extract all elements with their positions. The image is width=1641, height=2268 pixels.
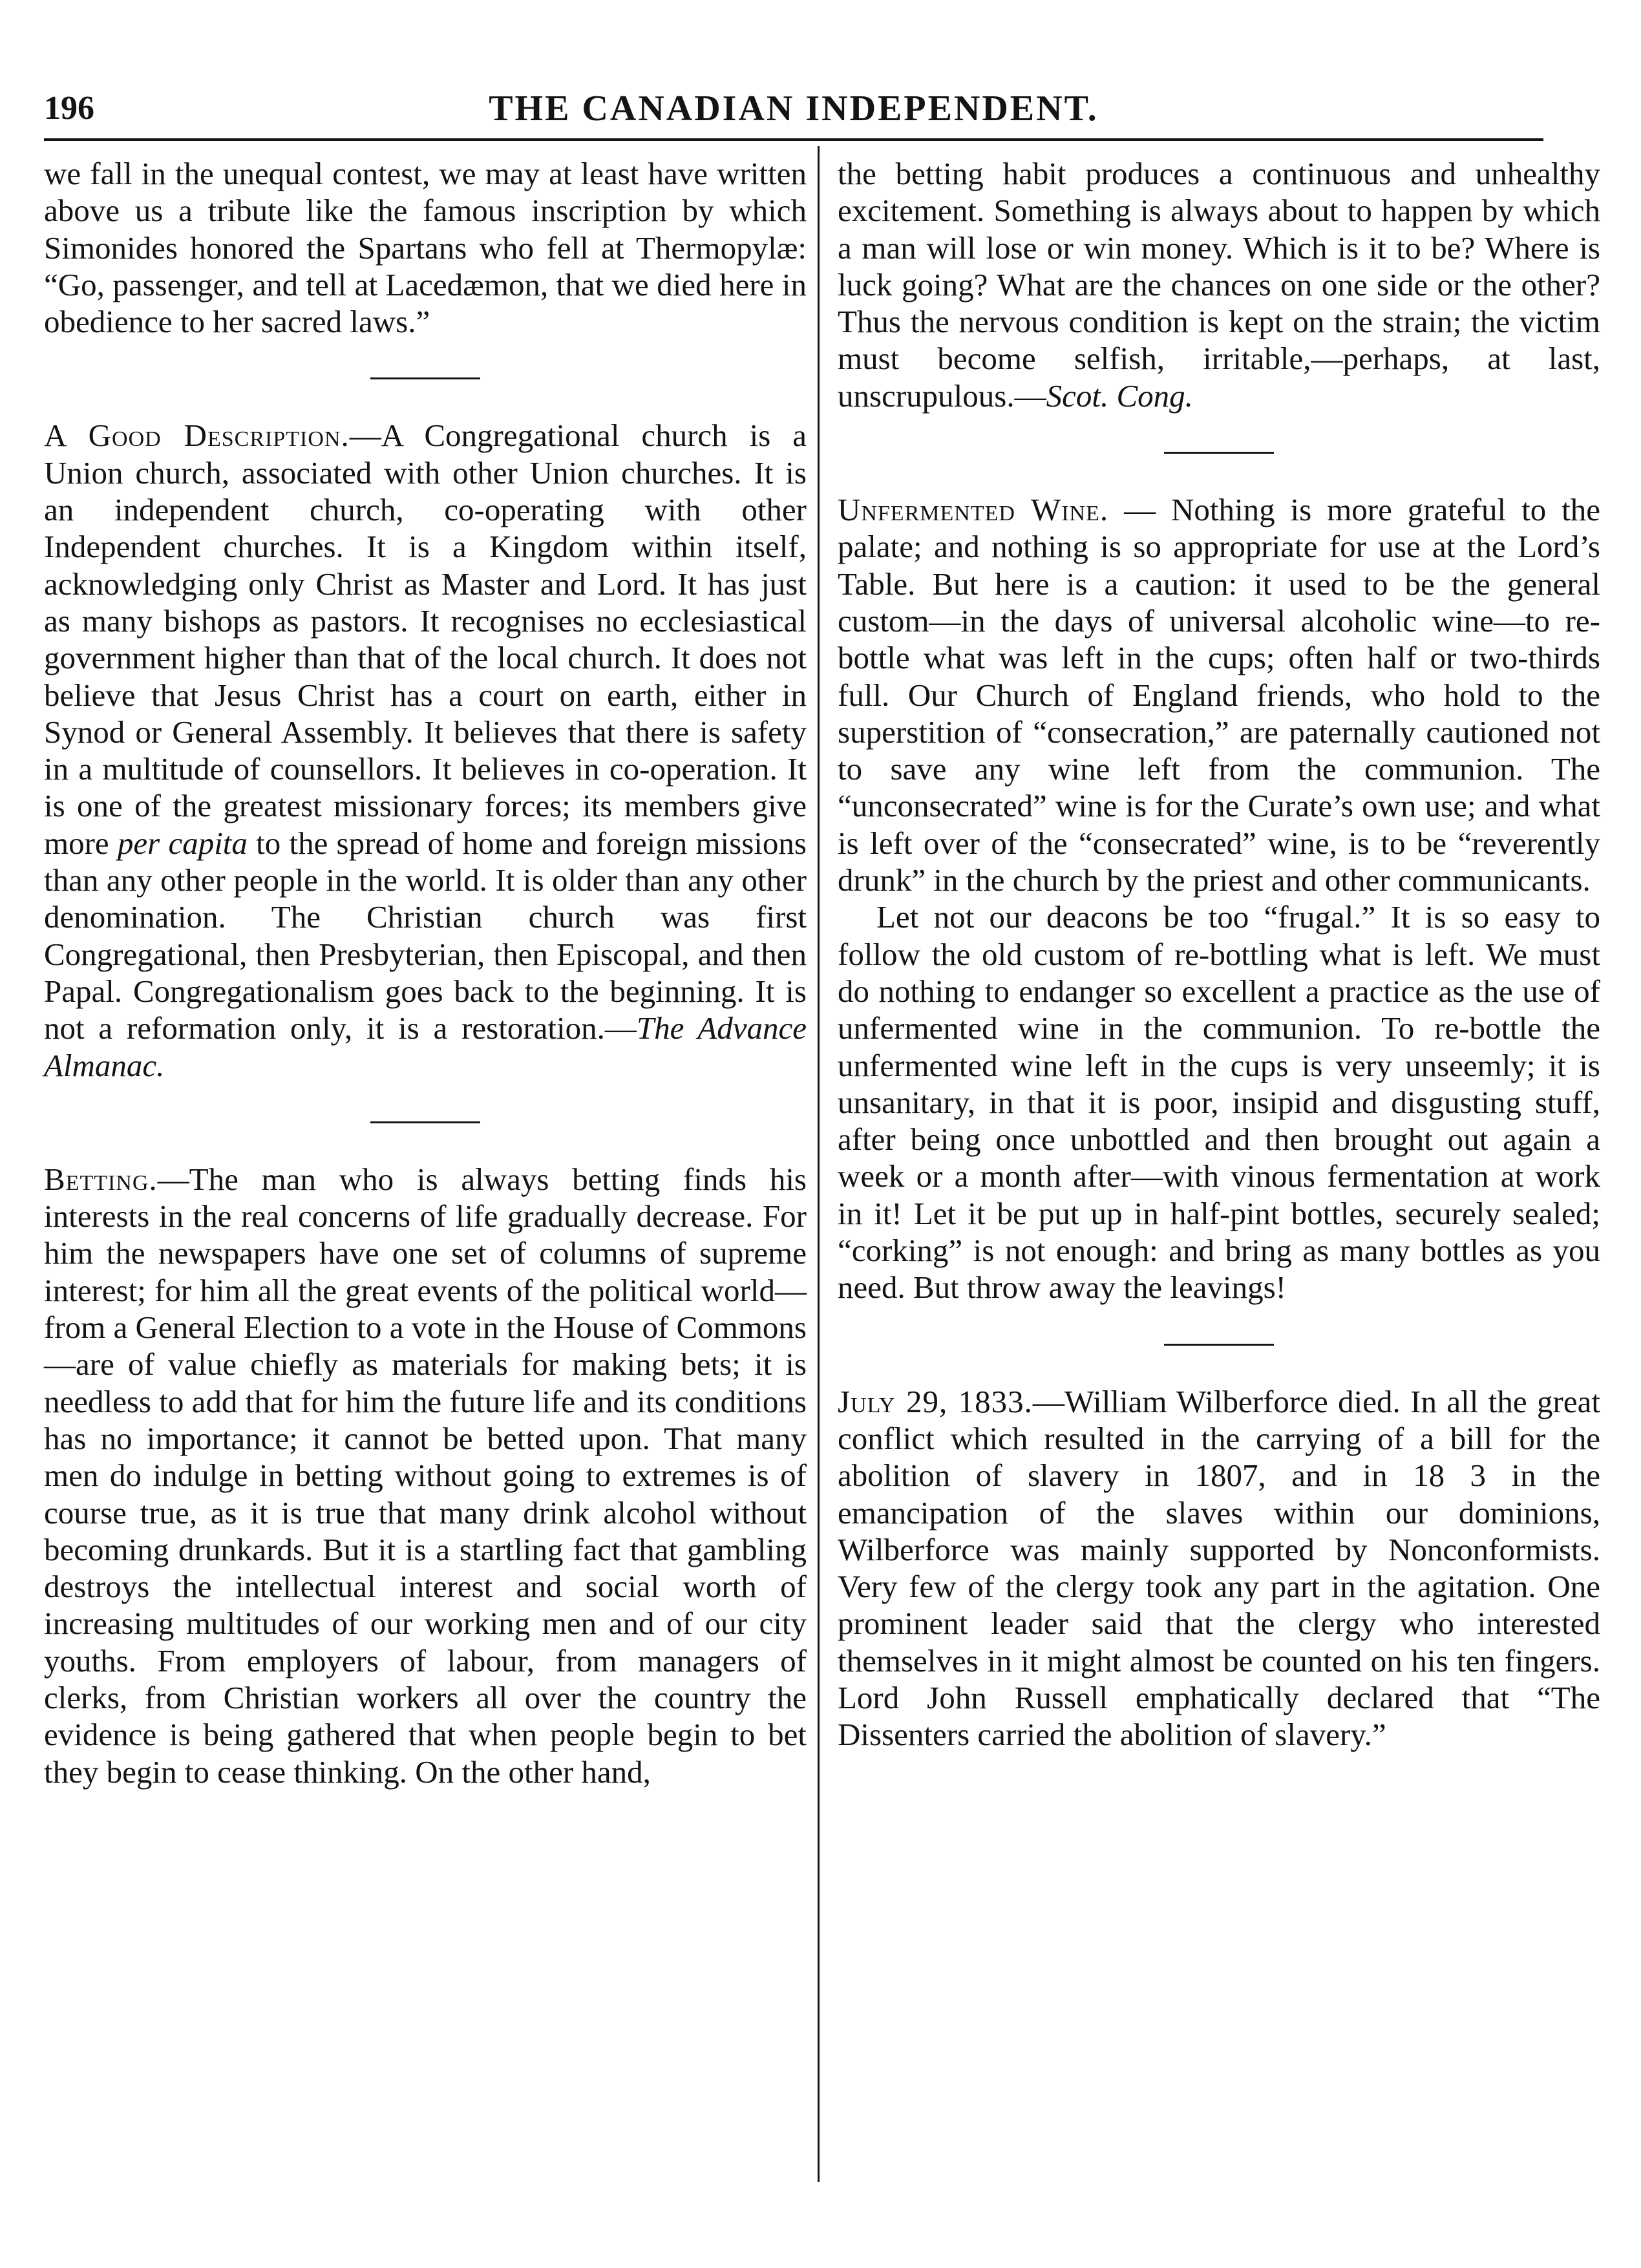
section-separator bbox=[1164, 1344, 1274, 1346]
column-divider bbox=[818, 146, 820, 2182]
journal-title: THE CANADIAN INDEPENDENT. bbox=[489, 89, 1099, 129]
article-body: — Nothing is more grateful to the palate; and nothing is so appropriate for use at the Lord’s Table. But here is a caution: it used to be the general custom—in the days of universal alcoholic wine—to re-bottle what was left in the cups; often half or two-thirds full. Our Church of England friends, who hold to the superstition of “consecration,” are paternally cautioned not to save any wine left from the communion. The “unconsecrated” wine is for the Curate’s own use; and what is left over of the “consecrated” wine, is to be “reverently drunk” in the church by the priest and other communicants. bbox=[838, 492, 1601, 898]
article-heading: Unfermented Wine. bbox=[838, 492, 1109, 528]
article-heading: July 29, 1833. bbox=[838, 1383, 1033, 1419]
article-heading: A Good Description. bbox=[44, 418, 350, 454]
article-unfermented-wine bbox=[838, 491, 1600, 1306]
article-body: —The man who is always betting finds his interests in the real concerns of life gradually decrease. For him the newspapers have one set of columns of supreme interest; for him all the great events of the political world—from a General Election to a vote in the House of Commons—are of value chiefly as materials for making bets; it is needless to add that for him the future life and its conditions has no importance; it cannot be betted upon. That many men do indulge in betting without going to extremes is of course true, as it is true that many drink alcohol without becoming drunkards. But it is a startling fact that gambling destroys the intellectual interest and social worth of increasing multitudes of our working men and of our city youths. From employers of labour, from managers of clerks, from Christian workers all over the country the evidence is being gathered that when people begin to bet they begin to cease thinking. On the other hand, bbox=[44, 1161, 807, 1790]
left-column bbox=[44, 155, 807, 1790]
article-paragraph bbox=[44, 417, 807, 1083]
header-rule bbox=[44, 138, 1543, 141]
article-source: The Advance Almanac. bbox=[44, 1010, 807, 1083]
section-separator bbox=[370, 1121, 480, 1123]
page-number: 196 bbox=[44, 90, 94, 127]
article-paragraph: Let not our deacons be too “frugal.” It is so easy to follow the old custom of re-bottling what is left. We must do nothing to endanger so excellent a practice as the use of unfermented wine in the communion. To re-bottle the unfermented wine left in the cups is very unseemly; it is unsanitary, in that it is poor, insipid and disgusting stuff, after being once unbottled and then brought out again a week or a month after—with vinous fermentation at work in it! Let it be put up in half-pint bottles, securely sealed; “corking” is not enough: and bring as many bottles as you need. But throw away the leavings! bbox=[838, 899, 1600, 1306]
article-wilberforce bbox=[838, 1383, 1600, 1754]
article-body: the betting habit produces a continuous and unhealthy excitement. Something is always about to happen by which a man will lose or win money. Which is it to be? Where is luck going? What are the chances on one side or the other? Thus the nervous condition is kept on the strain; the victim must become selfish, irritable,—perhaps, at last, unscrupulous.— bbox=[838, 156, 1600, 414]
article-paragraph bbox=[44, 1161, 807, 1790]
italic-phrase: per capita bbox=[117, 825, 248, 861]
betting-continued-paragraph bbox=[838, 155, 1600, 414]
article-paragraph bbox=[838, 491, 1600, 898]
section-separator bbox=[1164, 452, 1274, 454]
right-column bbox=[838, 155, 1600, 1754]
article-paragraph bbox=[838, 1383, 1600, 1754]
article-body: —A Congregational church is a Union church, associated with other Union churches. It is an independent church, co-operating with other Independent churches. It is a Kingdom within itself, acknowledging only Christ as Master and Lord. It has just as many bishops as pastors. It recognises no ecclesiastical government higher than that of the local church. It does not believe that Jesus Christ has a court on earth, either in Synod or General Assembly. It believes that there is safety in a multitude of counsellors. It believes in co-operation. It is one of the greatest missionary forces; its members give more bbox=[44, 418, 807, 861]
page-header bbox=[44, 83, 1543, 134]
article-good-description bbox=[44, 417, 807, 1083]
article-source: Scot. Cong. bbox=[1046, 377, 1193, 414]
article-betting bbox=[44, 1161, 807, 1790]
continuation-paragraph: we fall in the unequal contest, we may at least have written above us a tribute like the famous inscription by which Simonides honored the Spartans who fell at Thermopylæ: “Go, passenger, and tell at Lacedæmon, that we died here in obedience to her sacred laws.” bbox=[44, 156, 807, 340]
section-separator bbox=[370, 377, 480, 379]
article-body: —William Wilberforce died. In all the great conflict which resulted in the carrying of a bill for the abolition of slavery in 1807, and in 18 3 in the emancipation of the slaves within our dominions, Wilberforce was mainly supported by Nonconformists. Very few of the clergy took any part in the agitation. One prominent leader said that the clergy who interested themselves in it might almost be counted on his ten fingers. Lord John Russell emphatically declared that “The Dissenters carried the abolition of slavery.” bbox=[838, 1383, 1600, 1753]
article-heading: Betting. bbox=[44, 1161, 158, 1197]
article-body-continued: to the spread of home and foreign missions than any other people in the world. It is older than any other denomination. The Christian church was first Congregational, then Presbyterian, then Episcopal, and then Papal. Congregationalism goes back to the beginning. It is not a reformation only, it is a restoration.— bbox=[44, 825, 807, 1046]
